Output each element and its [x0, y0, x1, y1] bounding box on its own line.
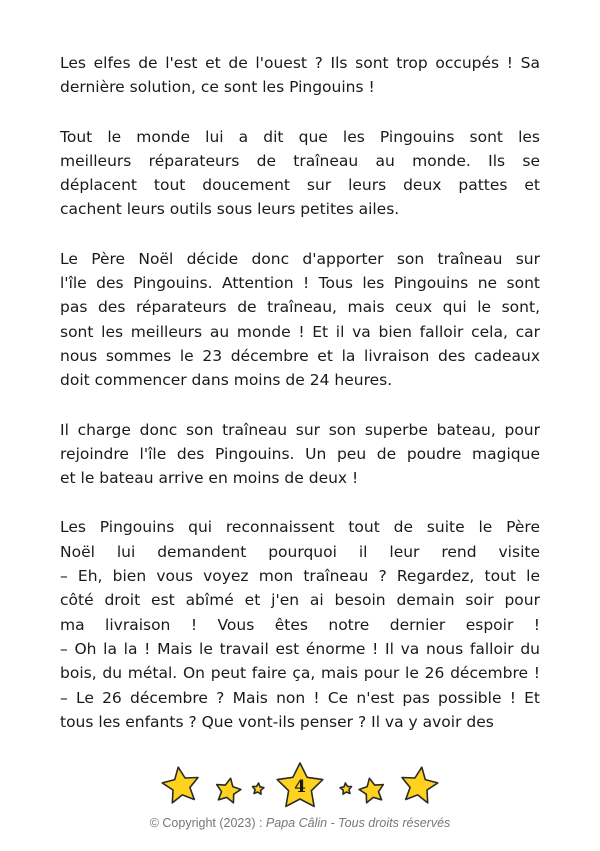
text-line: Les elfes de l'est et de l'ouest ? Ils sont trop occupés ! Sa	[60, 54, 540, 72]
star-icon-small-left	[253, 783, 264, 794]
text-line: – Le 26 décembre ? Mais non ! Ce n'est pas possible ! Et	[60, 688, 540, 707]
text-line: côté droit est abîmé et j'en ai besoin demain soir pour	[60, 591, 540, 610]
story-paragraph	[60, 51, 540, 100]
text-line: Noël lui demandent pourquoi il leur rend visite	[60, 542, 540, 561]
story-text	[60, 51, 540, 759]
story-paragraph	[60, 515, 540, 734]
star-icon-large-left	[162, 767, 198, 803]
text-line: – Oh la la ! Mais le travail est énorme ! Il va nous falloir du	[60, 639, 540, 658]
copyright-owner: Papa Câlin - Tous droits réservés	[265, 816, 451, 830]
text-line: bois, du métal. On peut faire ça, mais pour le 26 décembre !	[60, 664, 540, 683]
text-line: tous les enfants ? Que vont-ils penser ? Il va y avoir des	[60, 712, 494, 731]
page-number: 4	[294, 777, 306, 797]
copyright-prefix: © Copyright (2023) :	[149, 816, 266, 830]
star-icon-small-right	[340, 783, 351, 794]
text-line: et le bateau arrive en moins de deux !	[60, 469, 359, 488]
page-footer-ornament	[0, 760, 600, 816]
text-line: pas des réparateurs de traîneau, mais ceux qui le sont,	[60, 298, 540, 317]
text-line: Le Père Noël décide donc d'apporter son traîneau sur	[60, 249, 540, 268]
text-line: doit commencer dans moins de 24 heures.	[60, 371, 393, 390]
story-paragraph	[60, 125, 540, 222]
text-line: meilleurs réparateurs de traîneau au monde. Ils se	[60, 151, 540, 170]
text-line: ma livraison ! Vous êtes notre dernier espoir !	[60, 615, 540, 634]
text-line: cachent leurs outils sous leurs petites ailes.	[60, 200, 400, 219]
text-line: l'île des Pingouins. Attention ! Tous les Pingouins ne sont	[60, 274, 540, 293]
star-icon-large-right	[402, 767, 438, 803]
text-line: sont les meilleurs au monde ! Et il va bien falloir cela, car	[60, 322, 540, 341]
text-line: Les Pingouins qui reconnaissent tout de suite le Père	[60, 518, 540, 537]
star-icon-medium-right	[359, 778, 383, 803]
story-paragraph	[60, 247, 540, 393]
copyright-notice	[0, 816, 600, 830]
text-line: dernière solution, ce sont les Pingouins !	[60, 78, 375, 97]
stars-decoration	[0, 760, 600, 816]
text-line: déplacent tout doucement sur leurs deux pattes et	[60, 176, 540, 195]
text-line: rejoindre l'île des Pingouins. Un peu de poudre magique	[60, 444, 540, 463]
text-line: – Eh, bien vous voyez mon traîneau ? Regardez, tout le	[60, 567, 540, 586]
story-paragraph	[60, 418, 540, 491]
text-line: Il charge donc son traîneau sur son superbe bateau, pour	[60, 420, 540, 439]
text-line: nous sommes le 23 décembre et la livraison des cadeaux	[60, 346, 540, 365]
text-line: Tout le monde lui a dit que les Pingouins sont les	[60, 127, 540, 146]
star-icon-medium-left	[217, 778, 241, 803]
